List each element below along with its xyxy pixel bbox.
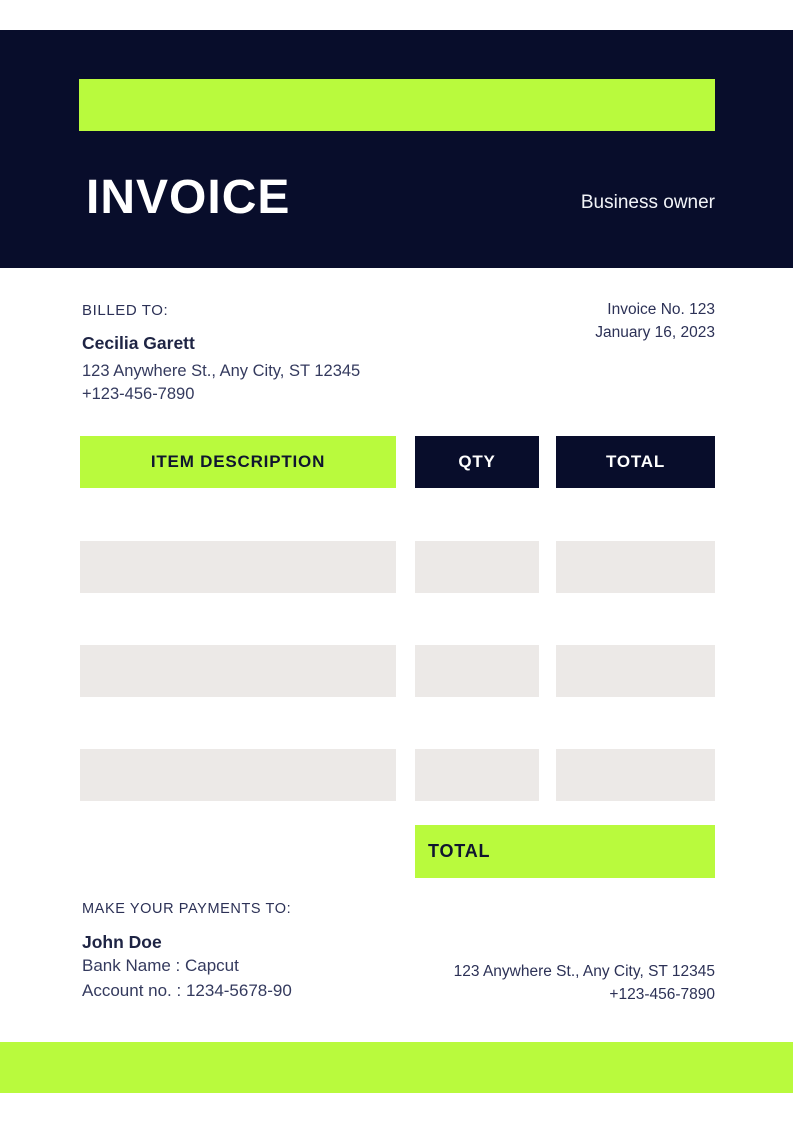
billed-to-section <box>82 302 360 406</box>
footer-address-line: 123 Anywhere St., Any City, ST 12345 <box>453 963 715 980</box>
payment-section <box>82 901 292 1003</box>
table-cell-total-row2 <box>556 645 715 697</box>
column-header-item-description: ITEM DESCRIPTION <box>80 436 396 488</box>
footer-address <box>454 960 715 1006</box>
header-banner <box>0 30 793 268</box>
header-accent-bar <box>79 79 715 131</box>
billed-to-phone: +123-456-7890 <box>82 385 195 403</box>
business-owner-label: Business owner <box>580 192 715 213</box>
billed-to-address: 123 Anywhere St., Any City, ST 12345 <box>82 362 361 380</box>
table-cell-description-row3 <box>80 749 396 801</box>
table-cell-description-row2 <box>80 645 396 697</box>
payment-label: MAKE YOUR PAYMENTS TO: <box>82 901 292 917</box>
table-cell-qty-row2 <box>415 645 539 697</box>
table-cell-qty-row1 <box>415 541 539 593</box>
table-cell-total-row1 <box>556 541 715 593</box>
page-title: INVOICE <box>86 171 291 224</box>
footer-accent-bar <box>0 1042 793 1093</box>
column-header-total: TOTAL <box>556 436 715 488</box>
footer-phone: +123-456-7890 <box>609 986 715 1003</box>
payment-name: John Doe <box>82 932 162 952</box>
grand-total-bar <box>415 825 715 878</box>
billed-to-name: Cecilia Garett <box>82 333 195 353</box>
payment-bank: Bank Name : Capcut <box>82 956 239 975</box>
payment-account: Account no. : 1234-5678-90 <box>82 980 292 1000</box>
table-cell-qty-row3 <box>415 749 539 801</box>
billed-to-label: BILLED TO: <box>82 302 169 319</box>
table-cell-total-row3 <box>556 749 715 801</box>
invoice-number: Invoice No. 123 <box>607 301 715 318</box>
invoice-meta <box>595 298 715 344</box>
column-header-qty: QTY <box>415 436 539 488</box>
table-cell-description-row1 <box>80 541 396 593</box>
grand-total-label: TOTAL <box>428 841 491 861</box>
invoice-date: January 16, 2023 <box>595 324 715 341</box>
